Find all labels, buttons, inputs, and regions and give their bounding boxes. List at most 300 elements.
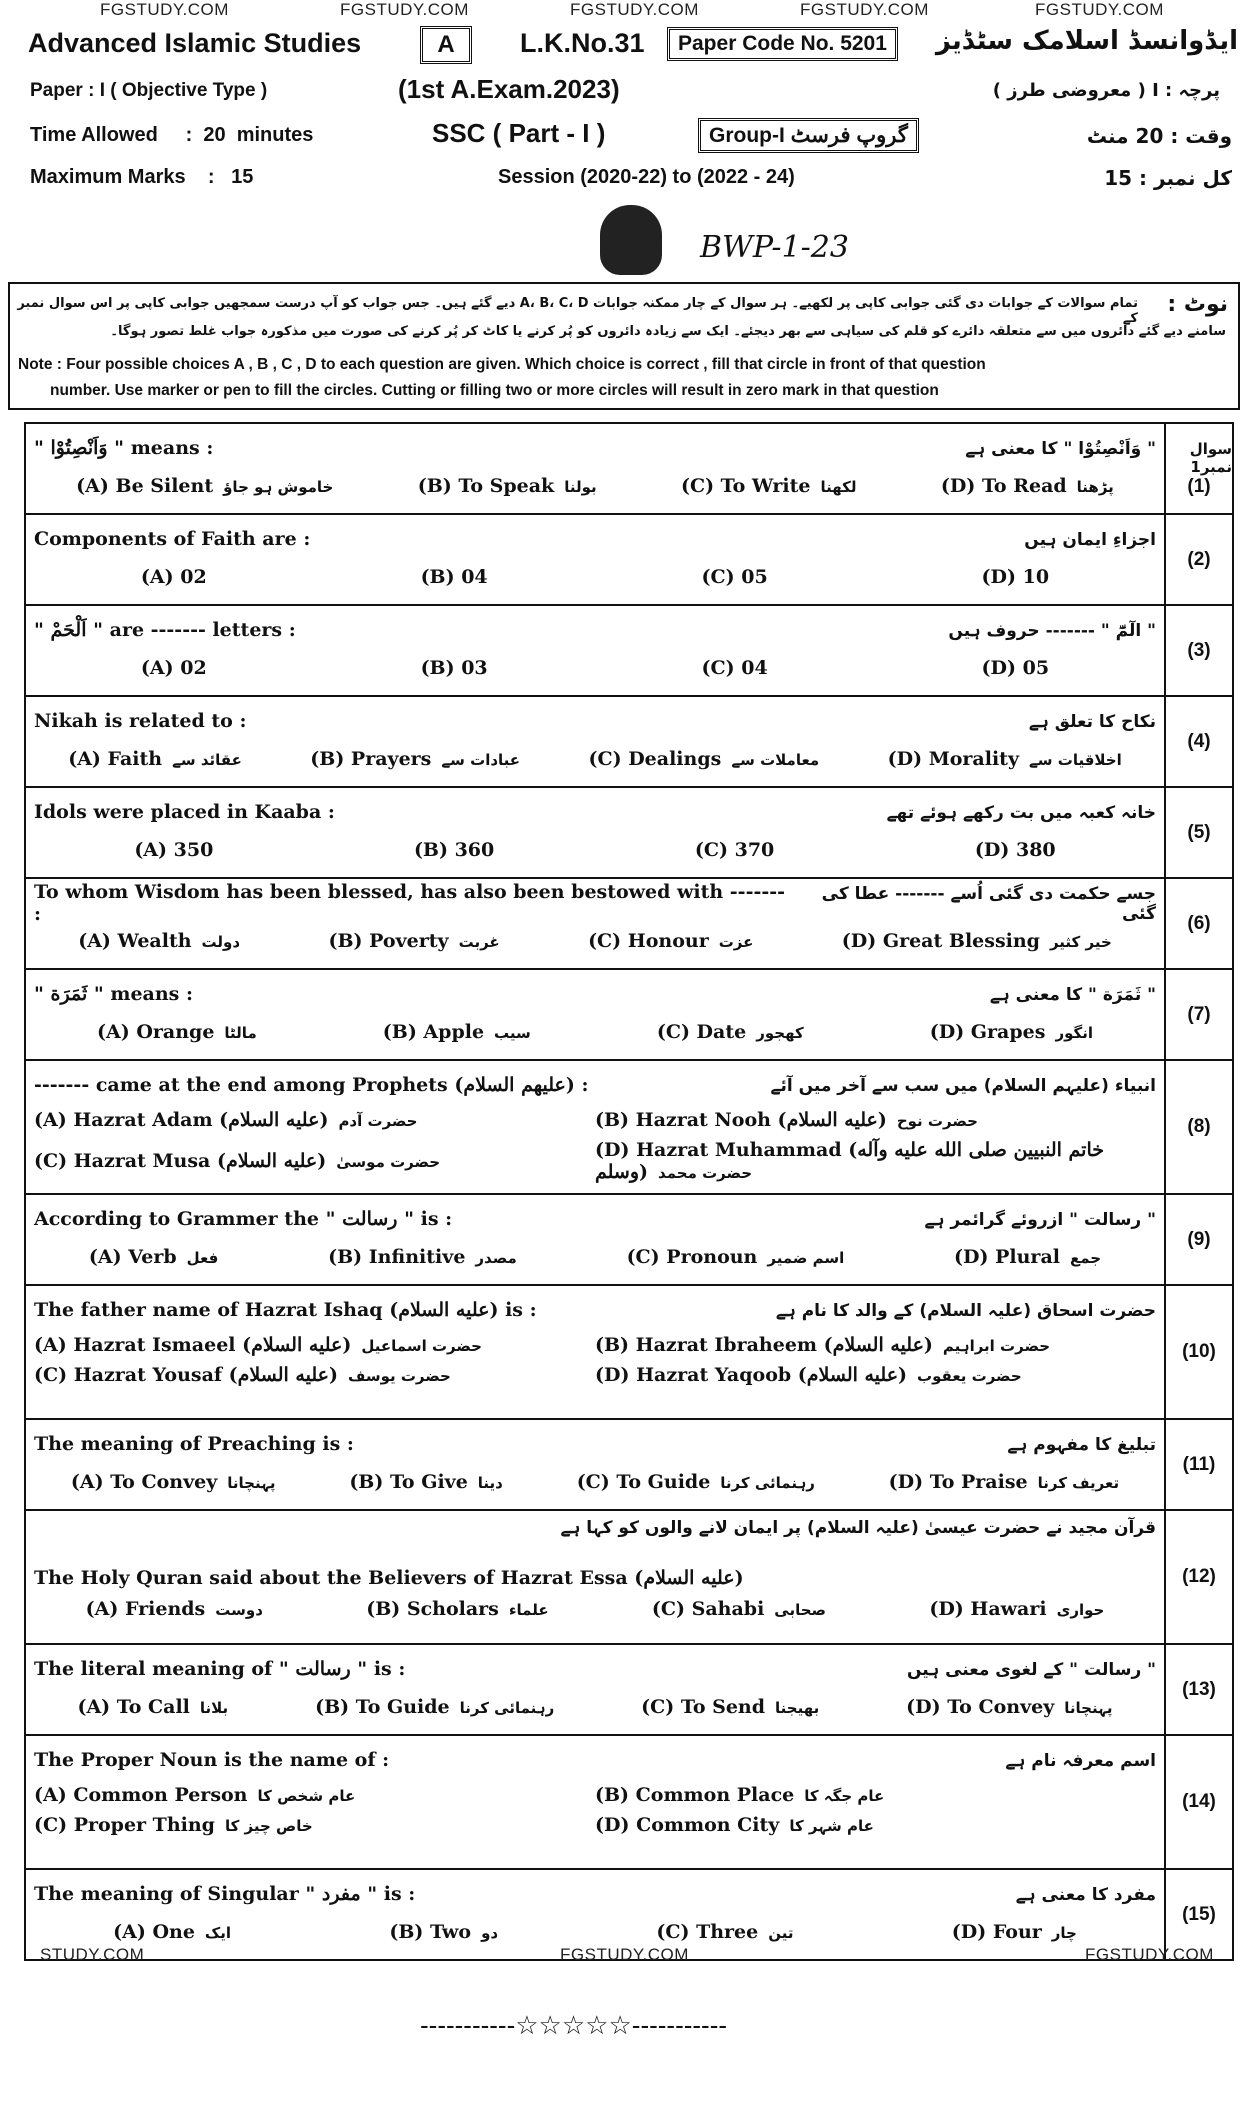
option-label-urdu: تعریف کرنا [1037, 1474, 1120, 1492]
option-label-english: (D) To Read [940, 475, 1067, 497]
paper-code: Paper Code No. 5201 [667, 27, 898, 61]
question-stem [34, 794, 1156, 830]
question-stem [34, 1067, 1156, 1103]
question-stem [34, 1876, 1156, 1912]
question-number-text: (2) [1187, 548, 1211, 570]
subject-title-urdu: ایڈوانسڈ اسلامک سٹڈیز [935, 26, 1238, 56]
option-a[interactable] [71, 1471, 276, 1493]
option-label-urdu: معاملات سے [731, 751, 820, 769]
instructions-note [8, 282, 1240, 410]
option-label-urdu: خاص چیز کا [224, 1817, 313, 1835]
option-label-english: (A) Hazrat Adam (علیه السلام) [34, 1109, 329, 1131]
question-text-english: Idols were placed in Kaaba : [34, 801, 335, 823]
option-b[interactable] [418, 475, 597, 497]
question-body [26, 424, 1164, 513]
question-body [26, 1420, 1164, 1509]
option-b[interactable] [421, 657, 488, 679]
option-label-english: (A) Be Silent [76, 475, 214, 497]
question-number [1164, 1061, 1232, 1193]
option-b[interactable] [329, 930, 500, 952]
option-label-english: (C) Pronoun [626, 1246, 758, 1268]
option-a[interactable] [34, 1109, 595, 1131]
option-c[interactable] [657, 1021, 804, 1043]
option-b[interactable] [421, 566, 488, 588]
option-c[interactable] [588, 748, 819, 770]
paper-version: A [420, 26, 472, 64]
option-d[interactable] [888, 748, 1122, 770]
option-label-urdu: پڑھنا [1076, 478, 1114, 496]
question-body [26, 515, 1164, 604]
option-label-english: (C) Proper Thing [34, 1814, 215, 1836]
option-b[interactable] [366, 1598, 548, 1620]
option-a[interactable] [141, 657, 207, 679]
question-text-urdu: خانہ کعبہ میں بت رکھے ہوئے تھے [886, 802, 1156, 823]
question-text-urdu: تبلیغ کا مفہوم ہے [1007, 1434, 1156, 1455]
option-c[interactable] [681, 475, 857, 497]
option-label-urdu: دولت [201, 933, 241, 951]
question-body [26, 879, 1164, 968]
option-d[interactable] [842, 930, 1112, 952]
watermark: STUDY.COM [40, 1945, 145, 1964]
option-label-english: (A) Hazrat Ismaeel (علیه السلام) [34, 1334, 352, 1356]
question-row [26, 424, 1232, 515]
question-body [26, 970, 1164, 1059]
answer-options [34, 1103, 1156, 1183]
option-label-english: (B) Common Place [595, 1784, 795, 1806]
answer-options [34, 830, 1156, 870]
question-stem [34, 521, 1156, 557]
option-label-english: (C) To Send [641, 1696, 766, 1718]
question-row [26, 1420, 1232, 1511]
option-label-urdu: مالٹا [224, 1024, 257, 1042]
questions-table [24, 422, 1234, 1961]
answer-options [34, 1328, 1156, 1386]
option-label-english: (A) Friends [85, 1598, 206, 1620]
question-number-text: (9) [1187, 1228, 1211, 1250]
watermark: FGSTUDY.COM [100, 0, 229, 19]
option-label-english: (B) Apple [382, 1021, 485, 1043]
answer-options [34, 739, 1156, 779]
option-c[interactable] [588, 930, 753, 952]
question-text-english: The meaning of Preaching is : [34, 1433, 354, 1455]
option-label-urdu: بلانا [199, 1699, 229, 1717]
option-label-urdu: اسم ضمیر [767, 1249, 845, 1267]
option-b[interactable] [595, 1109, 1156, 1131]
question-text-urdu: جسے حکمت دی گئی اُسے ------- عطا کی گئی [821, 883, 1156, 924]
option-c[interactable] [702, 657, 768, 679]
option-b[interactable] [383, 1021, 531, 1043]
question-text-english: According to Grammer the " رسالت " is : [34, 1208, 453, 1230]
option-a[interactable] [77, 1696, 228, 1718]
marks-urdu: کل نمبر : 15 [1104, 166, 1232, 190]
option-label-english: (A) To Call [77, 1696, 190, 1718]
question-row [26, 970, 1232, 1061]
option-label-urdu: سیب [494, 1024, 531, 1042]
question-text-english: Components of Faith are : [34, 528, 311, 550]
option-label-english: (A) Common Person [34, 1784, 248, 1806]
option-label-english: (C) To Write [680, 475, 811, 497]
question-text-urdu: " ثَمَرَة " کا معنی ہے [989, 984, 1156, 1005]
question-stem [34, 881, 1156, 925]
option-a[interactable] [34, 1334, 595, 1356]
session: Session (2020-22) to (2022 - 24) [498, 166, 795, 188]
question-body [26, 1061, 1164, 1193]
option-a[interactable] [141, 566, 207, 588]
question-stem [34, 1651, 1156, 1687]
answer-options [34, 1589, 1156, 1629]
option-label-english: (B) Hazrat Ibraheem (علیه السلام) [595, 1334, 933, 1356]
option-c[interactable] [695, 839, 774, 861]
time-urdu: وقت : 20 منٹ [1086, 124, 1232, 148]
option-label-urdu: حضرت نوح [896, 1112, 978, 1130]
question-number [1164, 1195, 1232, 1284]
question-body [26, 1286, 1164, 1418]
question-number [1164, 424, 1232, 513]
option-d[interactable] [954, 1246, 1101, 1268]
question-number-text: (8) [1187, 1116, 1211, 1137]
question-row [26, 1286, 1232, 1420]
class-name: SSC ( Part - I ) [432, 118, 606, 148]
question-number-text: (7) [1187, 1003, 1211, 1025]
question-number [1164, 606, 1232, 695]
option-b[interactable] [315, 1696, 554, 1718]
option-b[interactable] [414, 839, 494, 861]
question-body [26, 788, 1164, 877]
watermark: FGSTUDY.COM [1085, 1945, 1214, 1964]
option-label-english: (B) Prayers [310, 748, 432, 770]
answer-options [34, 466, 1156, 506]
option-b[interactable] [595, 1334, 1156, 1356]
option-label-urdu: حضرت محمد [658, 1164, 753, 1182]
option-label-english: (D) Grapes [929, 1021, 1046, 1043]
question-text-urdu: اجزاءِ ایمان ہیں [1024, 529, 1156, 550]
question-text-english: The Proper Noun is the name of : [34, 1749, 390, 1771]
option-label-english: (B) 360 [413, 839, 495, 861]
question-row [26, 1195, 1232, 1286]
option-label-urdu: عام شہر کا [789, 1817, 874, 1835]
option-label-english: (D) Hawari [929, 1598, 1047, 1620]
exam-name: (1st A.Exam.2023) [398, 74, 620, 104]
option-label-urdu: عام شخص کا [257, 1787, 356, 1805]
option-a[interactable] [68, 748, 242, 770]
question-body [26, 1195, 1164, 1284]
question-number-text: (11) [1182, 1453, 1216, 1475]
question-number-text: (4) [1187, 730, 1211, 752]
question-text-urdu: " الٓمّٓ " ------- حروف ہیں [948, 620, 1156, 641]
option-d[interactable] [929, 1598, 1104, 1620]
question-row [26, 879, 1232, 970]
note-english-line-2: number. Use marker or pen to fill the circles. Cutting or filling two or more circles will result in zero mark in that question [50, 382, 939, 399]
question-number [1164, 697, 1232, 786]
question-text-english: ------- came at the end among Prophets (علیهم السلام) : [34, 1074, 589, 1096]
option-label-english: (B) To Guide [315, 1696, 450, 1718]
question-text-urdu: " رسالت " ازروئے گرائمر ہے [924, 1209, 1156, 1230]
option-d[interactable] [595, 1814, 1156, 1836]
option-label-english: (B) 04 [420, 566, 488, 588]
question-number [1164, 1420, 1232, 1509]
option-label-urdu: دینا [477, 1474, 503, 1492]
question-text-urdu: انبیاء (علیہم السلام) میں سب سے آخر میں آئے [770, 1075, 1156, 1096]
watermark: FGSTUDY.COM [340, 0, 469, 19]
question-text-english: The father name of Hazrat Ishaq (علیه السلام) is : [34, 1299, 537, 1321]
option-label-english: (A) 02 [140, 657, 207, 679]
question-text-english: The meaning of Singular " مفرد " is : [34, 1883, 416, 1905]
option-label-english: (A) To Convey [70, 1471, 218, 1493]
option-d[interactable] [982, 657, 1050, 679]
option-label-urdu: پہنچانا [1064, 1699, 1113, 1717]
question-row [26, 515, 1232, 606]
option-label-english: (B) To Speak [417, 475, 555, 497]
option-a[interactable] [97, 1021, 257, 1043]
question-number-text: (13) [1182, 1678, 1216, 1700]
option-label-urdu: علماء [508, 1601, 549, 1619]
time-allowed: Time Allowed : 20 minutes [30, 124, 314, 146]
option-label-urdu: جمع [1069, 1249, 1102, 1267]
option-label-english: (B) Hazrat Nooh (علیه السلام) [595, 1109, 887, 1131]
option-label-english: (D) To Praise [888, 1471, 1028, 1493]
option-label-english: (C) 370 [694, 839, 775, 861]
option-label-english: (C) Hazrat Yousaf (علیه السلام) [34, 1364, 338, 1386]
question-text-urdu: حضرت اسحاق (علیہ السلام) کے والد کا نام ہے [775, 1300, 1156, 1321]
option-d[interactable] [982, 566, 1050, 588]
option-label-urdu: حضرت ابراہیم [942, 1337, 1051, 1355]
option-label-english: (B) Infinitive [328, 1246, 466, 1268]
footer-stars: -----------☆☆☆☆☆----------- [420, 2010, 728, 2040]
option-a[interactable] [34, 1784, 595, 1806]
option-c[interactable] [34, 1150, 595, 1172]
question-stem [34, 1517, 1156, 1589]
option-label-english: (D) Common City [595, 1814, 780, 1836]
option-a[interactable] [86, 1598, 263, 1620]
option-label-english: (C) Hazrat Musa (علیه السلام) [34, 1150, 327, 1172]
option-label-english: (D) 380 [974, 839, 1056, 861]
question-text-english: The Holy Quran said about the Believers of Hazrat Essa (علیه السلام) [34, 1567, 744, 1589]
option-label-urdu: بولنا [564, 478, 597, 496]
question-number-text: (6) [1187, 912, 1211, 934]
option-label-english: (A) Faith [68, 748, 163, 770]
option-label-english: (B) 03 [420, 657, 488, 679]
watermark: FGSTUDY.COM [800, 0, 929, 19]
question-row [26, 1511, 1232, 1645]
answer-options [34, 1012, 1156, 1052]
question-number-text: (14) [1182, 1791, 1216, 1812]
option-d[interactable] [975, 839, 1056, 861]
question-row [26, 1645, 1232, 1736]
question-text-english: Nikah is related to : [34, 710, 247, 732]
option-label-english: (D) 05 [981, 657, 1050, 679]
option-label-urdu: رہنمائی کرنا [459, 1699, 555, 1717]
option-b[interactable] [389, 1921, 498, 1943]
question-text-urdu: قرآن مجید نے حضرت عیسیٰ (علیہ السلام) پر ایمان لانے والوں کو کہا ہے [560, 1518, 1156, 1538]
option-label-urdu: عبادات سے [441, 751, 521, 769]
watermark: FGSTUDY.COM [570, 0, 699, 19]
question-number-text: (10) [1182, 1341, 1216, 1362]
question-body [26, 1645, 1164, 1734]
question-number [1164, 970, 1232, 1059]
question-row [26, 1061, 1232, 1195]
option-label-english: (A) Orange [97, 1021, 215, 1043]
group-box: Group-I گروپ فرسٹ [698, 118, 919, 153]
option-d[interactable] [941, 475, 1114, 497]
option-label-english: (C) Sahabi [651, 1598, 765, 1620]
option-label-english: (D) To Convey [906, 1696, 1055, 1718]
question-stem [34, 976, 1156, 1012]
option-label-english: (D) 10 [981, 566, 1050, 588]
question-row [26, 788, 1232, 879]
board-logo-icon [600, 205, 662, 275]
option-label-urdu: تین [768, 1924, 794, 1942]
lk-number: L.K.No.31 [520, 28, 645, 58]
option-label-urdu: دوست [215, 1601, 263, 1619]
note-urdu-line-2: سامنے دیے گئے دائروں میں سے متعلقہ دائرے کو قلم کی سیاہی سے بھر دیجئے۔ ایک سے زیادہ دائروں کو پُر کرنے یا کاٹ کر پُر کرنے کی صورت میں مذکورہ جواب غلط تصور ہوگا۔ [110, 324, 1226, 339]
option-b[interactable] [310, 748, 520, 770]
answer-options [34, 921, 1156, 961]
question-label-urdu: سوال نمبر1 [1189, 439, 1232, 476]
question-number-text: (3) [1187, 639, 1211, 661]
question-number [1164, 515, 1232, 604]
option-label-english: (C) 04 [701, 657, 768, 679]
option-label-english: (C) Honour [588, 930, 709, 952]
watermark: FGSTUDY.COM [560, 1945, 689, 1964]
option-label-urdu: عزت [718, 933, 754, 951]
question-text-english: To whom Wisdom has been blessed, has also been bestowed with ------- : [34, 881, 786, 925]
option-label-english: (C) 05 [701, 566, 768, 588]
option-b[interactable] [328, 1246, 517, 1268]
option-b[interactable] [349, 1471, 503, 1493]
answer-options [34, 648, 1156, 688]
option-label-urdu: حضرت یوسف [347, 1367, 451, 1385]
option-label-urdu: خیر کثیر [1049, 933, 1112, 951]
question-text-urdu: نکاح کا تعلق ہے [1028, 711, 1156, 732]
question-text-urdu: مفرد کا معنی ہے [1015, 1884, 1156, 1905]
option-label-urdu: ایک [204, 1924, 232, 1942]
question-row [26, 697, 1232, 788]
option-d[interactable] [889, 1471, 1119, 1493]
option-d[interactable] [906, 1696, 1112, 1718]
question-number [1164, 1286, 1232, 1418]
option-b[interactable] [595, 1784, 1156, 1806]
option-label-urdu: حواری [1056, 1601, 1105, 1619]
question-number [1164, 1645, 1232, 1734]
option-label-english: (D) Plural [954, 1246, 1060, 1268]
option-label-urdu: حضرت اسماعیل [361, 1337, 482, 1355]
answer-options [34, 1778, 1156, 1836]
question-body [26, 1736, 1164, 1868]
option-label-urdu: لکھنا [820, 478, 857, 496]
question-stem [34, 612, 1156, 648]
question-text-urdu: " وَاَنْصِتُوْا " کا معنی ہے [965, 438, 1156, 459]
handwritten-code: BWP-1-23 [700, 230, 849, 265]
option-label-english: (A) Wealth [78, 930, 192, 952]
question-text-urdu: اسم معرفہ نام ہے [1005, 1750, 1156, 1771]
option-label-urdu: اخلاقیات سے [1029, 751, 1122, 769]
option-label-urdu: مصدر [475, 1249, 517, 1267]
paper-type: Paper : I ( Objective Type ) [30, 80, 268, 101]
question-number [1164, 788, 1232, 877]
option-label-urdu: غربت [458, 933, 500, 951]
option-label-english: (C) To Guide [576, 1471, 711, 1493]
option-label-urdu: رہنمائی کرنا [720, 1474, 815, 1492]
question-text-english: " اَلْحَمْ " are ------- letters : [34, 619, 296, 641]
option-label-english: (C) Dealings [588, 748, 722, 770]
option-c[interactable] [34, 1364, 595, 1386]
question-stem [34, 1426, 1156, 1462]
option-label-english: (A) 02 [140, 566, 207, 588]
option-label-english: (D) Hazrat Muhammad (خاتم النبیین صلی الله علیه وآله وسلم) [595, 1139, 1105, 1183]
option-label-urdu: انگور [1055, 1024, 1093, 1042]
question-body [26, 697, 1164, 786]
question-number [1164, 1736, 1232, 1868]
option-label-urdu: صحابی [774, 1601, 827, 1619]
option-c[interactable] [577, 1471, 815, 1493]
question-number [1164, 879, 1232, 968]
option-label-english: (D) Morality [887, 748, 1019, 770]
option-label-english: (D) Great Blessing [841, 930, 1040, 952]
option-label-english: (B) Scholars [366, 1598, 499, 1620]
answer-options [34, 557, 1156, 597]
answer-options [34, 1237, 1156, 1277]
option-label-english: (C) Three [656, 1921, 759, 1943]
option-label-urdu: بھیجنا [775, 1699, 820, 1717]
option-label-urdu: چار [1051, 1924, 1077, 1942]
option-label-english: (A) Verb [88, 1246, 177, 1268]
question-text-english: The literal meaning of " رسالت " is : [34, 1658, 406, 1680]
question-row [26, 1736, 1232, 1870]
answer-options [34, 1687, 1156, 1727]
option-d[interactable] [595, 1364, 1156, 1386]
option-a[interactable] [134, 839, 213, 861]
option-c[interactable] [702, 566, 768, 588]
note-label-urdu: نوٹ : [1167, 292, 1228, 317]
question-row [26, 606, 1232, 697]
paper-type-urdu: پرچہ : I ( معروضی طرز ) [992, 80, 1220, 101]
option-c[interactable] [656, 1921, 793, 1943]
option-d[interactable] [595, 1139, 1156, 1183]
option-d[interactable] [952, 1921, 1077, 1943]
option-a[interactable] [113, 1921, 231, 1943]
option-c[interactable] [641, 1696, 819, 1718]
question-stem [34, 1742, 1156, 1778]
option-a[interactable] [76, 475, 333, 497]
answer-options [34, 1462, 1156, 1502]
note-english-line-1: Note : Four possible choices A , B , C , D to each question are given. Which choice is correct , fill that circle in front of that question [18, 356, 986, 373]
option-label-urdu: حضرت آدم [338, 1112, 418, 1130]
note-urdu-line-1: تمام سوالات کے جوابات دی گئی جوابی کاپی پر لکھیے۔ ہر سوال کے چار ممکنہ جوابات A، B، C، D دیے گئے ہیں۔ جس جواب کو آپ درست سمجھیں جوابی کاپی پر اس سوال نمبر کے [17, 296, 1138, 326]
option-label-urdu: حضرت یعقوب [917, 1367, 1022, 1385]
question-number-text: (1) [1187, 475, 1211, 497]
option-c[interactable] [627, 1246, 845, 1268]
option-a[interactable] [89, 1246, 218, 1268]
option-c[interactable] [34, 1814, 595, 1836]
option-label-urdu: خاموش ہو جاؤ [223, 478, 334, 496]
option-a[interactable] [78, 930, 240, 952]
question-stem [34, 1201, 1156, 1237]
option-label-urdu: کھجور [756, 1024, 804, 1042]
option-c[interactable] [652, 1598, 826, 1620]
option-label-english: (A) One [113, 1921, 195, 1943]
maximum-marks: Maximum Marks : 15 [30, 166, 254, 188]
watermark: FGSTUDY.COM [1035, 0, 1164, 19]
question-number [1164, 1511, 1232, 1643]
question-text-urdu: " رسالت " کے لغوی معنی ہیں [906, 1659, 1156, 1680]
option-label-urdu: حضرت موسیٰ [336, 1153, 441, 1171]
question-stem [34, 430, 1156, 466]
option-d[interactable] [930, 1021, 1093, 1043]
option-label-urdu: عام جگہ کا [804, 1787, 885, 1805]
option-label-urdu: فعل [186, 1249, 219, 1267]
question-stem [34, 703, 1156, 739]
option-label-english: (C) Date [656, 1021, 747, 1043]
